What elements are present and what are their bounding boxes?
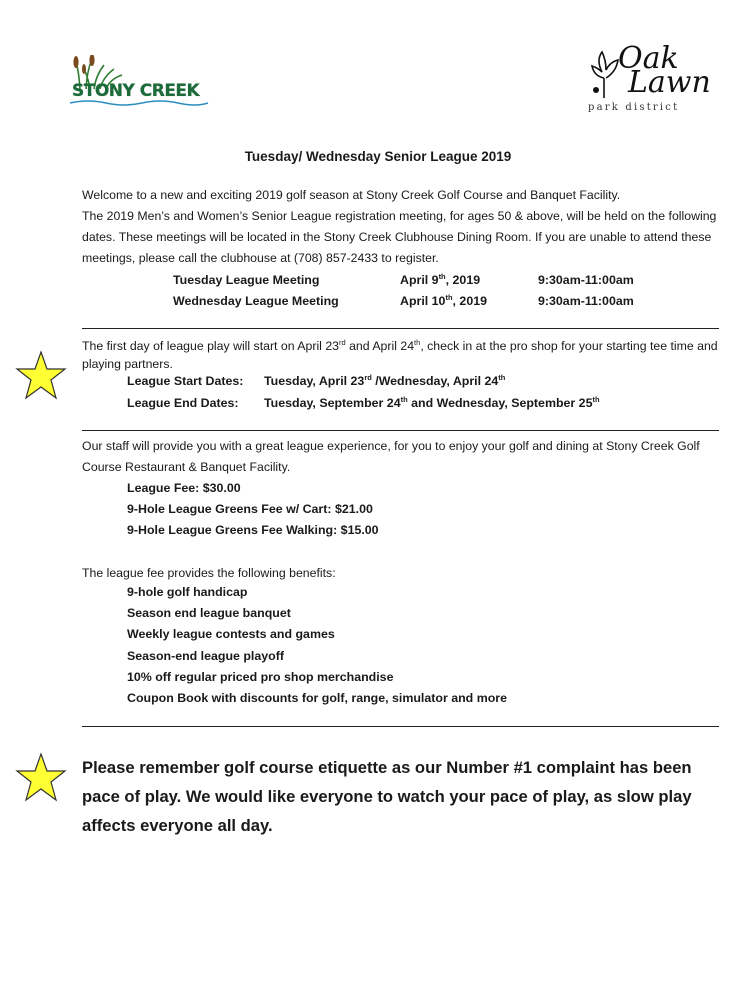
benefit-item: Coupon Book with discounts for golf, range, simulator and more: [127, 691, 507, 705]
star-icon: [15, 350, 67, 402]
end-dates-value: Tuesday, September 24th and Wednesday, September 25th: [264, 394, 600, 410]
start-dates-label: League Start Dates:: [127, 374, 244, 388]
meeting-name-1: Tuesday League Meeting: [173, 273, 320, 287]
benefits-intro: The league fee provides the following benefits:: [82, 566, 336, 580]
star-icon: [15, 752, 67, 804]
season-paragraph: [82, 337, 722, 373]
fee-item: 9-Hole League Greens Fee w/ Cart: $21.00: [127, 502, 373, 516]
oak-leaf-icon: [588, 50, 622, 100]
etiquette-notice: [82, 753, 722, 840]
start-dates-value: Tuesday, April 23rd /Wednesday, April 24th: [264, 372, 506, 388]
oak-word: Oak: [618, 41, 679, 76]
benefit-item: 9-hole golf handicap: [127, 585, 248, 599]
meeting-name-2: Wednesday League Meeting: [173, 294, 339, 308]
intro-line-2: The 2019 Men’s and Women’s Senior League registration meeting, for ages 50 & above, will be held on the following dates. These meetings will be located in the Stony Creek Clubhouse Dining Room. If you are unable to attend these meetings, please call the clubhouse at (708) 857-2433 to register.: [82, 209, 717, 265]
park-district-subtitle: park district: [588, 102, 680, 113]
divider: [82, 726, 719, 727]
etiquette-text: Please remember golf course etiquette as our Number #1 complaint has been pace of play. We would like everyone to watch your pace of play, as slow play affects everyone all day.: [82, 758, 692, 835]
page-title: Tuesday/ Wednesday Senior League 2019: [244, 149, 512, 164]
benefit-item: Season-end league playoff: [127, 649, 284, 663]
divider: [82, 430, 719, 431]
fee-item: 9-Hole League Greens Fee Walking: $15.00: [127, 523, 379, 537]
benefit-item: 10% off regular priced pro shop merchandise: [127, 670, 394, 684]
divider: [82, 328, 719, 329]
intro-line-1: Welcome to a new and exciting 2019 golf season at Stony Creek Golf Course and Banquet Facility.: [82, 188, 621, 202]
oak-lawn-logo: [578, 41, 711, 116]
stony-creek-wordmark: STONY CREEK: [72, 81, 200, 101]
meeting-time-2: 9:30am-11:00am: [538, 294, 634, 308]
lawn-word: Lawn: [628, 65, 711, 100]
season-text: The first day of league play will start on April 23rd and April 24th, check in at the pro shop for your starting tee time and playing partners.: [82, 337, 718, 371]
intro-paragraph: [82, 185, 722, 269]
benefit-item: Season end league banquet: [127, 606, 291, 620]
water-wave-icon: [68, 99, 210, 107]
fee-item: League Fee: $30.00: [127, 481, 241, 495]
stony-creek-logo: [68, 55, 210, 107]
meeting-date-2: April 10th, 2019: [400, 292, 487, 308]
fees-intro: Our staff will provide you with a great league experience, for you to enjoy your golf and dining at Stony Creek Golf Course Restaurant & Banquet Facility.: [82, 439, 700, 474]
meeting-date-1: April 9th, 2019: [400, 271, 481, 287]
end-dates-label: League End Dates:: [127, 396, 239, 410]
meeting-time-1: 9:30am-11:00am: [538, 273, 634, 287]
benefit-item: Weekly league contests and games: [127, 627, 335, 641]
